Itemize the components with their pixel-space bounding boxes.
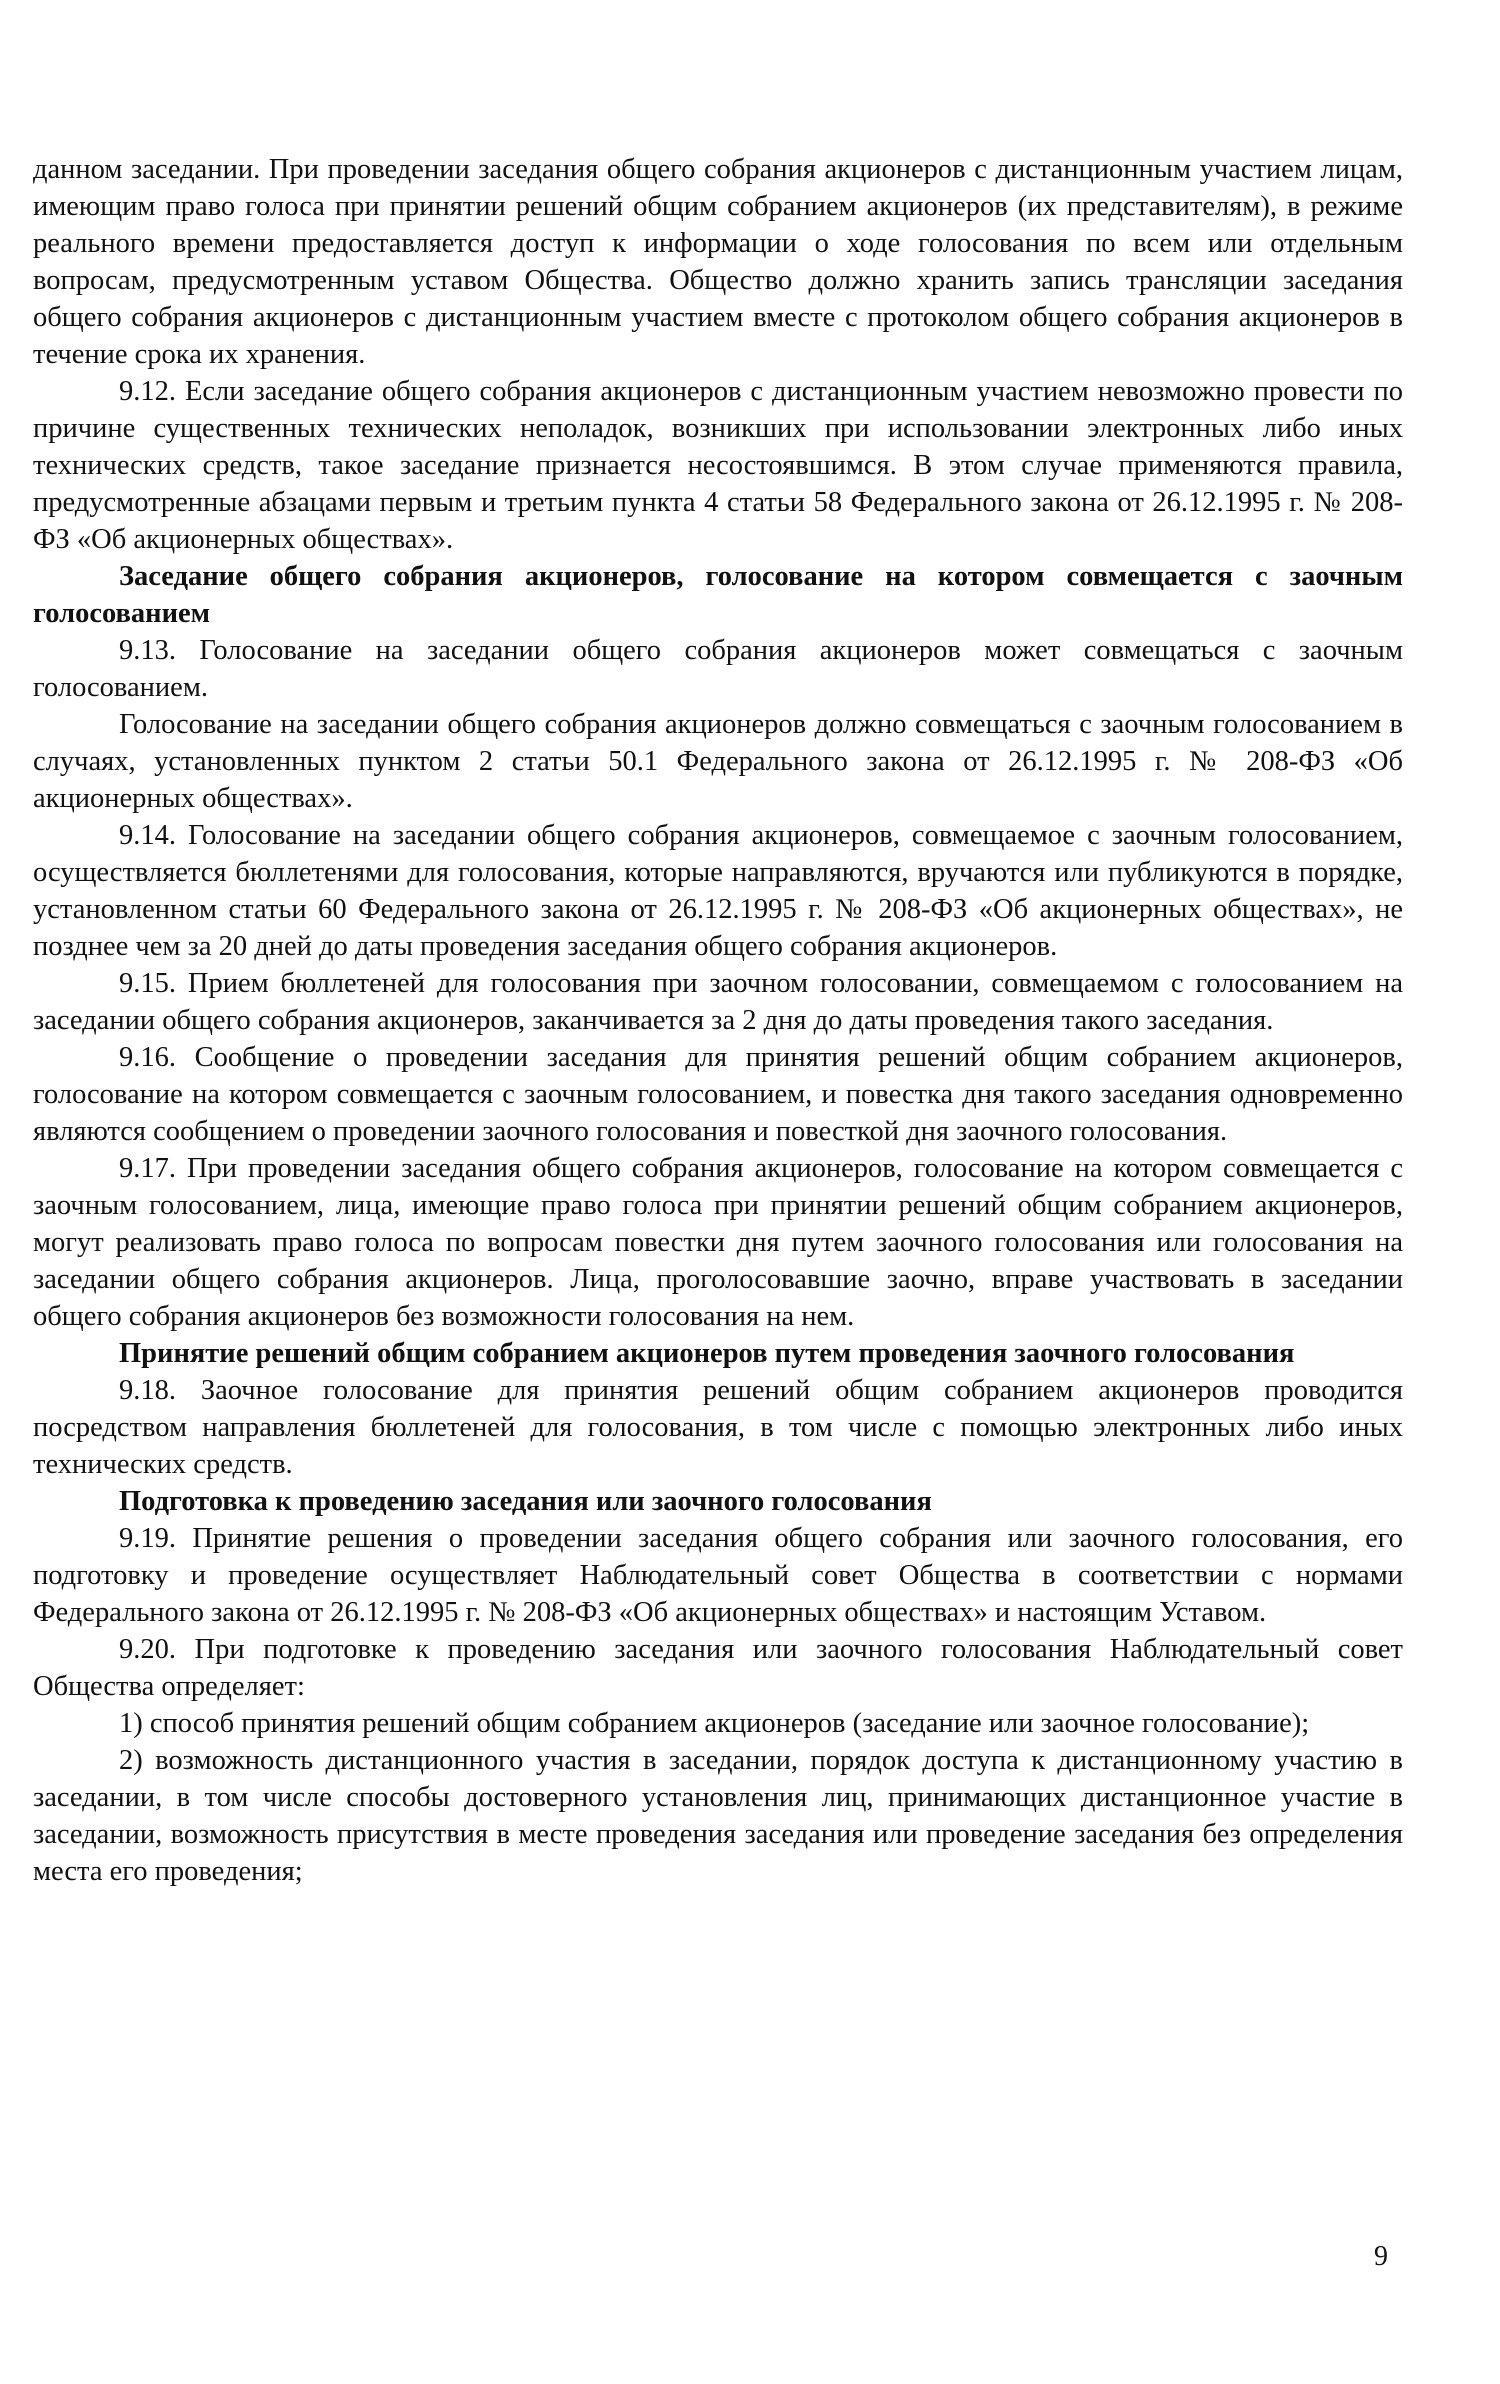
- section-heading: Подготовка к проведению заседания или заочного голосования: [119, 1486, 932, 1517]
- paragraph: 2) возможность дистанционного участия в заседании, порядок доступа к дистанционному участию в заседании, в том числе способы достоверного установления лиц, принимающих дистанционное участие в заседании, возможность присутствия в месте проведения заседания или проведение заседания без определения места его проведения;: [33, 1745, 1403, 1887]
- paragraph: 9.13. Голосование на заседании общего собрания акционеров может совмещаться с заочным голосованием.: [33, 635, 1403, 703]
- section-heading: Заседание общего собрания акционеров, голосование на котором совмещается с заочным голосованием: [33, 561, 1403, 629]
- paragraph: 9.16. Сообщение о проведении заседания для принятия решений общим собранием акционеров, голосование на котором совмещается с заочным голосованием, и повестка дня такого заседания одновременно являются сообщением о проведении заочного голосования и повесткой дня заочного голосования.: [33, 1042, 1403, 1147]
- paragraph: 9.19. Принятие решения о проведении заседания общего собрания или заочного голосования, его подготовку и проведение осуществляет Наблюдательный совет Общества в соответствии с нормами Федерального закона от 26.12.1995 г. № 208-ФЗ «Об акционерных обществах» и настоящим Уставом.: [33, 1523, 1403, 1628]
- paragraph: 1) способ принятия решений общим собранием акционеров (заседание или заочное голосование);: [119, 1708, 1310, 1739]
- paragraph: Голосование на заседании общего собрания акционеров должно совмещаться с заочным голосованием в случаях, установленных пунктом 2 статьи 50.1 Федерального закона от 26.12.1995 г. № 208-ФЗ «Об акционерных обществах».: [33, 709, 1403, 814]
- paragraph: 9.17. При проведении заседания общего собрания акционеров, голосование на котором совмещается с заочным голосованием, лица, имеющие право голоса при принятии решений общим собранием акционеров, могут реализовать право голоса по вопросам повестки дня путем заочного голосования или голосования на заседании общего собрания акционеров. Лица, проголосовавшие заочно, вправе участвовать в заседании общего собрания акционеров без возможности голосования на нем.: [33, 1153, 1403, 1332]
- paragraph: 9.15. Прием бюллетеней для голосования при заочном голосовании, совмещаемом с голосованием на заседании общего собрания акционеров, заканчивается за 2 дня до даты проведения такого заседания.: [33, 968, 1403, 1036]
- document-body: [33, 151, 1403, 1890]
- paragraph: 9.18. Заочное голосование для принятия решений общим собранием акционеров проводится посредством направления бюллетеней для голосования, в том числе с помощью электронных либо иных технических средств.: [33, 1375, 1403, 1480]
- document-page: [33, 151, 1403, 1890]
- paragraph: 9.14. Голосование на заседании общего собрания акционеров, совмещаемое с заочным голосованием, осуществляется бюллетенями для голосования, которые направляются, вручаются или публикуются в порядке, установленном статьи 60 Федерального закона от 26.12.1995 г. № 208-ФЗ «Об акционерных обществах», не позднее чем за 20 дней до даты проведения заседания общего собрания акционеров.: [33, 820, 1403, 962]
- paragraph: данном заседании. При проведении заседания общего собрания акционеров с дистанционным участием лицам, имеющим право голоса при принятии решений общим собранием акционеров (их представителям), в режиме реального времени предоставляется доступ к информации о ходе голосования по всем или отдельным вопросам, предусмотренным уставом Общества. Общество должно хранить запись трансляции заседания общего собрания акционеров с дистанционным участием вместе с протоколом общего собрания акционеров в течение срока их хранения.: [33, 154, 1403, 370]
- paragraph: 9.12. Если заседание общего собрания акционеров с дистанционным участием невозможно провести по причине существенных технических неполадок, возникших при использовании электронных либо иных технических средств, такое заседание признается несостоявшимся. В этом случае применяются правила, предусмотренные абзацами первым и третьим пункта 4 статьи 58 Федерального закона от 26.12.1995 г. № 208-ФЗ «Об акционерных обществах».: [33, 376, 1403, 555]
- paragraph: 9.20. При подготовке к проведению заседания или заочного голосования Наблюдательный совет Общества определяет:: [33, 1634, 1403, 1702]
- page-number: 9: [1374, 2241, 1388, 2272]
- section-heading: Принятие решений общим собранием акционеров путем проведения заочного голосования: [119, 1338, 1295, 1369]
